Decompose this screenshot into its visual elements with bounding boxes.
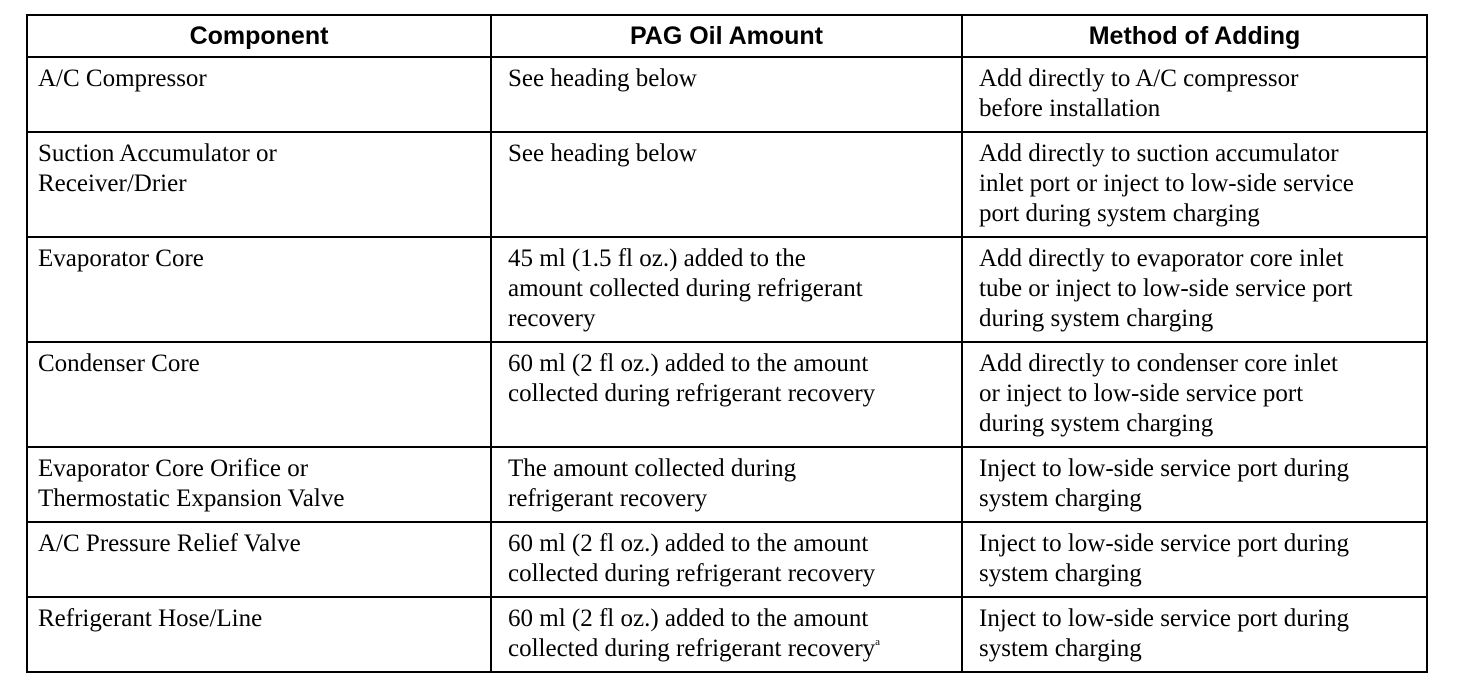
cell-component <box>27 447 491 522</box>
amount-text: 60 ml (2 fl oz.) added to the amount collected during refrigerant recovery <box>508 350 876 407</box>
amount-text: The amount collected during refrigerant recovery <box>508 455 797 512</box>
cell-amount <box>491 237 962 342</box>
cell-amount <box>491 597 962 672</box>
table-row <box>27 57 1427 132</box>
footnote-marker: a <box>875 636 881 648</box>
amount-text: 60 ml (2 fl oz.) added to the amount collected during refrigerant recovery <box>508 530 876 587</box>
method-text: Inject to low-side service port during system charging <box>979 605 1350 662</box>
cell-method <box>962 522 1427 597</box>
cell-amount <box>491 522 962 597</box>
cell-component <box>27 522 491 597</box>
method-text: Inject to low-side service port during system charging <box>979 455 1350 512</box>
table-row <box>27 132 1427 237</box>
cell-component <box>27 237 491 342</box>
header-pag-oil-amount: PAG Oil Amount <box>491 15 962 57</box>
amount-text: See heading below <box>508 65 697 92</box>
component-text: Evaporator Core Orifice or Thermostatic Expansion Valve <box>38 455 345 512</box>
table-row <box>27 522 1427 597</box>
cell-method <box>962 57 1427 132</box>
method-text: Add directly to condenser core inlet or inject to low-side service port during system charging <box>979 350 1338 437</box>
amount-text: See heading below <box>508 140 697 167</box>
header-row <box>27 15 1427 57</box>
header-method-of-adding: Method of Adding <box>962 15 1427 57</box>
method-text: Add directly to suction accumulator inlet port or inject to low-side service port during system charging <box>979 140 1354 227</box>
amount-text: 60 ml (2 fl oz.) added to the amount collected during refrigerant recovery <box>508 605 876 662</box>
cell-component <box>27 597 491 672</box>
component-text: A/C Pressure Relief Valve <box>38 530 301 557</box>
method-text: Add directly to A/C compressor before installation <box>979 65 1299 122</box>
cell-amount <box>491 57 962 132</box>
cell-component <box>27 132 491 237</box>
table-row <box>27 597 1427 672</box>
cell-amount <box>491 342 962 447</box>
cell-method <box>962 342 1427 447</box>
cell-method <box>962 447 1427 522</box>
pag-oil-table <box>26 14 1428 673</box>
cell-method <box>962 132 1427 237</box>
component-text: Suction Accumulator or Receiver/Drier <box>38 140 277 197</box>
table-row <box>27 342 1427 447</box>
cell-method <box>962 597 1427 672</box>
method-text: Inject to low-side service port during system charging <box>979 530 1350 587</box>
component-text: Condenser Core <box>38 350 200 377</box>
table-row <box>27 447 1427 522</box>
component-text: Evaporator Core <box>38 245 204 272</box>
cell-method <box>962 237 1427 342</box>
method-text: Add directly to evaporator core inlet tube or inject to low-side service port during system charging <box>979 245 1353 332</box>
cell-component <box>27 57 491 132</box>
cell-amount <box>491 132 962 237</box>
component-text: Refrigerant Hose/Line <box>38 605 263 632</box>
header-component: Component <box>27 15 491 57</box>
cell-component <box>27 342 491 447</box>
amount-text: 45 ml (1.5 fl oz.) added to the amount collected during refrigerant recovery <box>508 245 863 332</box>
cell-amount <box>491 447 962 522</box>
component-text: A/C Compressor <box>38 65 207 92</box>
table-row <box>27 237 1427 342</box>
